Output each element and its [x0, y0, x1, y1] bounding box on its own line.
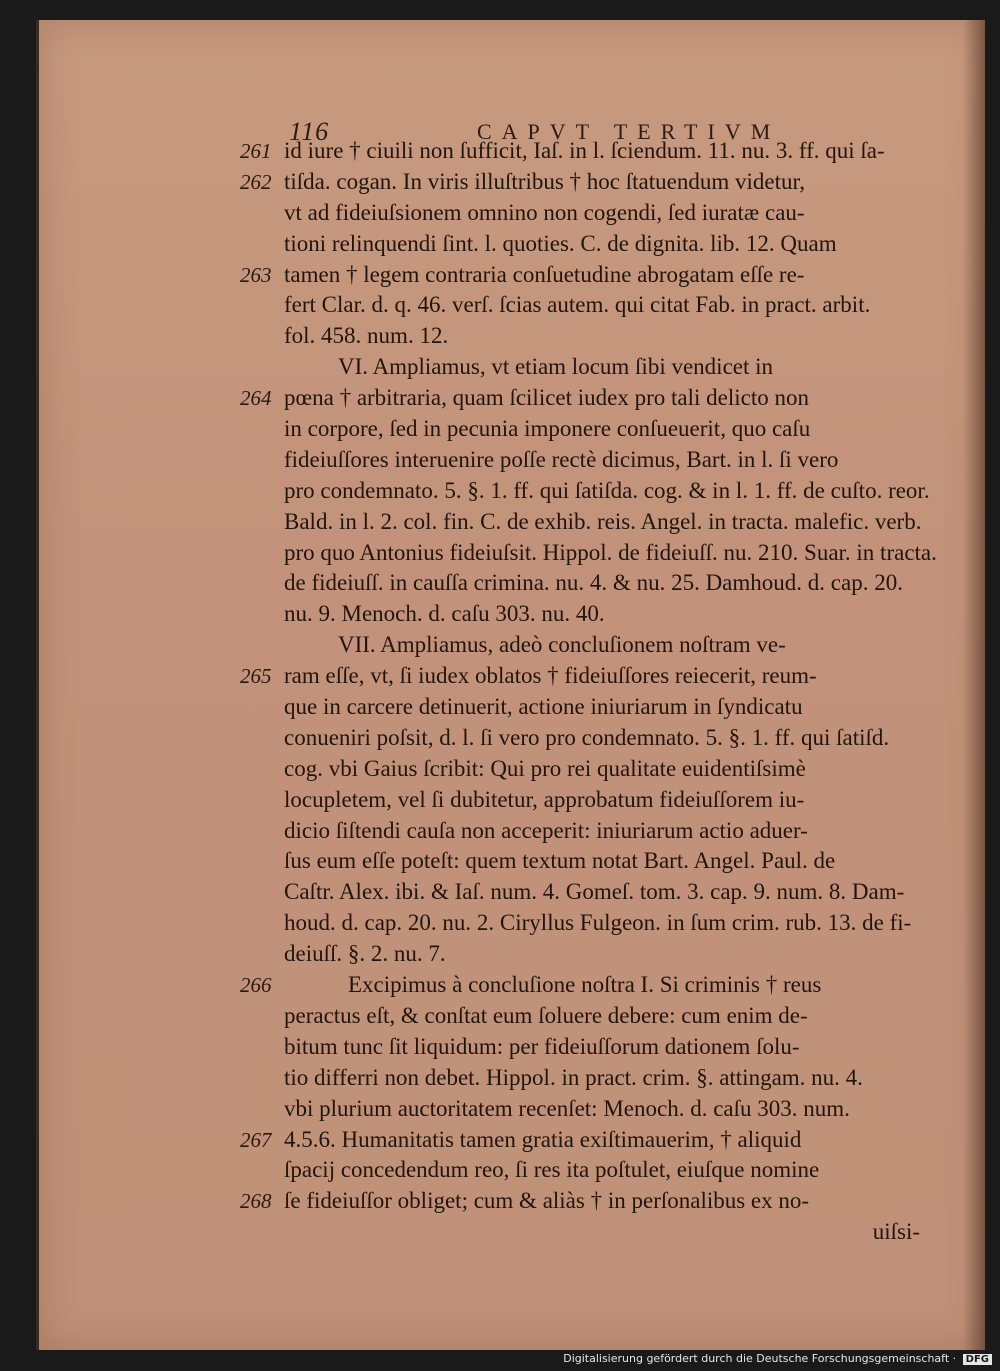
line-text: nu. 9. Menoch. d. caſu 303. nu. 40.	[284, 601, 605, 627]
text-line	[240, 1032, 940, 1063]
line-text: deiuſſ. §. 2. nu. 7.	[284, 941, 446, 967]
line-text: Bald. in l. 2. col. fin. C. de exhib. reis. Angel. in tracta. malefic. verb.	[284, 508, 922, 534]
line-text: fideiuſſores interuenire poſſe rectè dicimus, Bart. in l. ſi vero	[284, 446, 839, 472]
text-line	[240, 939, 940, 970]
text-line	[240, 630, 940, 661]
line-text: Caſtr. Alex. ibi. & Iaſ. num. 4. Gomeſ. tom. 3. cap. 9. num. 8. Dam-	[284, 879, 905, 905]
text-line	[240, 538, 940, 569]
marginal-number: 264	[240, 386, 272, 411]
line-text: dicio ſiſtendi cauſa non acceperit: iniuriarum actio aduer-	[284, 817, 808, 843]
line-text: ſus eum eſſe poteſt: quem textum notat Bart. Angel. Paul. de	[284, 848, 836, 874]
text-line	[240, 414, 940, 445]
text-line	[240, 229, 940, 260]
text-line	[240, 1217, 940, 1248]
line-text: ſe fideiuſſor obliget; cum & aliàs † in perſonalibus ex no-	[284, 1188, 810, 1214]
line-text: ſpacij concedendum reo, ſi res ita poſtulet, eiuſque nomine	[284, 1157, 820, 1183]
marginal-number: 262	[240, 169, 272, 194]
line-text: cog. vbi Gaius ſcribit: Qui pro rei qualitate euidentiſsimè	[284, 755, 806, 781]
line-text: fert Clar. d. q. 46. verſ. ſcias autem. qui citat Fab. in pract. arbit.	[284, 292, 871, 318]
text-line	[240, 692, 940, 723]
text-line	[240, 661, 940, 692]
line-text: de fideiuſſ. in cauſſa crimina. nu. 4. & nu. 25. Damhoud. d. cap. 20.	[284, 570, 903, 596]
text-line	[240, 290, 940, 321]
text-line	[240, 507, 940, 538]
line-text: vbi plurium auctoritatem recenſet: Menoch. d. caſu 303. num.	[284, 1095, 850, 1121]
page-number: 116	[289, 117, 330, 146]
footer-text: Digitalisierung gefördert durch die Deutsche Forschungsgemeinschaft	[563, 1352, 950, 1365]
text-line	[240, 352, 940, 383]
line-text: uiſsi-	[872, 1219, 920, 1245]
text-line	[240, 970, 940, 1001]
marginal-number: 266	[240, 973, 272, 998]
line-text: id iure † ciuili non ſufficit, Iaſ. in l. ſciendum. 11. nu. 3. ff. qui ſa-	[284, 138, 885, 163]
running-head: CAPVT TERTIVM	[477, 119, 781, 144]
text-line	[240, 198, 940, 229]
line-text: que in carcere detinuerit, actione iniuriarum in ſyndicatu	[284, 694, 803, 720]
line-text: tiſda. cogan. In viris illuſtribus † hoc ſtatuendum videtur,	[284, 168, 805, 194]
line-text: houd. d. cap. 20. nu. 2. Ciryllus Fulgeon. in ſum crim. rub. 13. de fi-	[284, 910, 912, 936]
text-line	[240, 877, 940, 908]
line-text: tio differri non debet. Hippol. in pract. crim. §. attingam. nu. 4.	[284, 1064, 863, 1090]
line-text: ram eſſe, vt, ſi iudex oblatos † fideiuſſores reiecerit, reum-	[284, 663, 817, 689]
text-line	[240, 599, 940, 630]
text-line	[240, 321, 940, 352]
marginal-number: 268	[240, 1189, 272, 1214]
text-line	[240, 1125, 940, 1156]
line-text: pro condemnato. 5. §. 1. ff. qui ſatiſda. cog. & in l. 1. ff. de cuſto. reor.	[284, 477, 930, 503]
line-text: peractus eſt, & conſtat eum ſoluere debere: cum enim de-	[284, 1002, 808, 1028]
main-text-block	[240, 136, 940, 1248]
marginal-number: 267	[240, 1127, 272, 1152]
text-line	[240, 785, 940, 816]
line-text: 4.5.6. Humanitatis tamen gratia exiſtimauerim, † aliquid	[284, 1126, 802, 1152]
text-line	[240, 754, 940, 785]
text-line	[240, 136, 940, 167]
line-text: locupletem, vel ſi dubitetur, approbatum fideiuſſorem iu-	[284, 786, 805, 812]
text-line	[240, 260, 940, 291]
line-text: bitum tunc ſit liquidum: per fideiuſſorum dationem ſolu-	[284, 1033, 800, 1059]
line-text: pœna † arbitraria, quam ſcilicet iudex pro tali delicto non	[284, 385, 809, 411]
line-text: VII. Ampliamus, adeò concluſionem noſtram ve-	[338, 632, 786, 658]
line-text: fol. 458. num. 12.	[284, 323, 449, 349]
line-text: conueniri poſsit, d. l. ſi vero pro condemnato. 5. §. 1. ff. qui ſatiſd.	[284, 724, 890, 750]
dfg-logo: DFG	[963, 1354, 992, 1365]
text-line	[240, 1155, 940, 1186]
text-line	[240, 1001, 940, 1032]
page-edge-shadow	[963, 20, 985, 1350]
text-line	[240, 908, 940, 939]
line-text: VI. Ampliamus, vt etiam locum ſibi vendicet in	[338, 354, 774, 380]
line-text: vt ad fideiuſsionem omnino non cogendi, ſed iuratæ cau-	[284, 199, 805, 225]
text-line	[240, 383, 940, 414]
text-line	[240, 846, 940, 877]
line-text: tamen † legem contraria conſuetudine abrogatam eſſe re-	[284, 261, 805, 287]
marginal-number: 263	[240, 262, 272, 287]
digitization-footer: Digitalisierung gefördert durch die Deutsche Forschungsgemeinschaft · DFG	[563, 1352, 992, 1365]
text-line	[240, 1094, 940, 1125]
text-line	[240, 1186, 940, 1217]
marginal-number: 261	[240, 139, 272, 163]
text-line	[240, 167, 940, 198]
text-line	[240, 568, 940, 599]
line-text: pro quo Antonius fideiuſsit. Hippol. de fideiuſſ. nu. 210. Suar. in tracta.	[284, 539, 937, 565]
text-line	[240, 723, 940, 754]
line-text: tioni relinquendi ſint. l. quoties. C. de dignita. lib. 12. Quam	[284, 230, 837, 256]
text-line	[240, 445, 940, 476]
text-line	[240, 476, 940, 507]
text-line	[240, 816, 940, 847]
text-line	[240, 1063, 940, 1094]
line-text: Excipimus à concluſione noſtra I. Si criminis † reus	[348, 972, 822, 998]
marginal-number: 265	[240, 664, 272, 689]
line-text: in corpore, ſed in pecunia imponere conſueuerit, quo caſu	[284, 416, 811, 442]
